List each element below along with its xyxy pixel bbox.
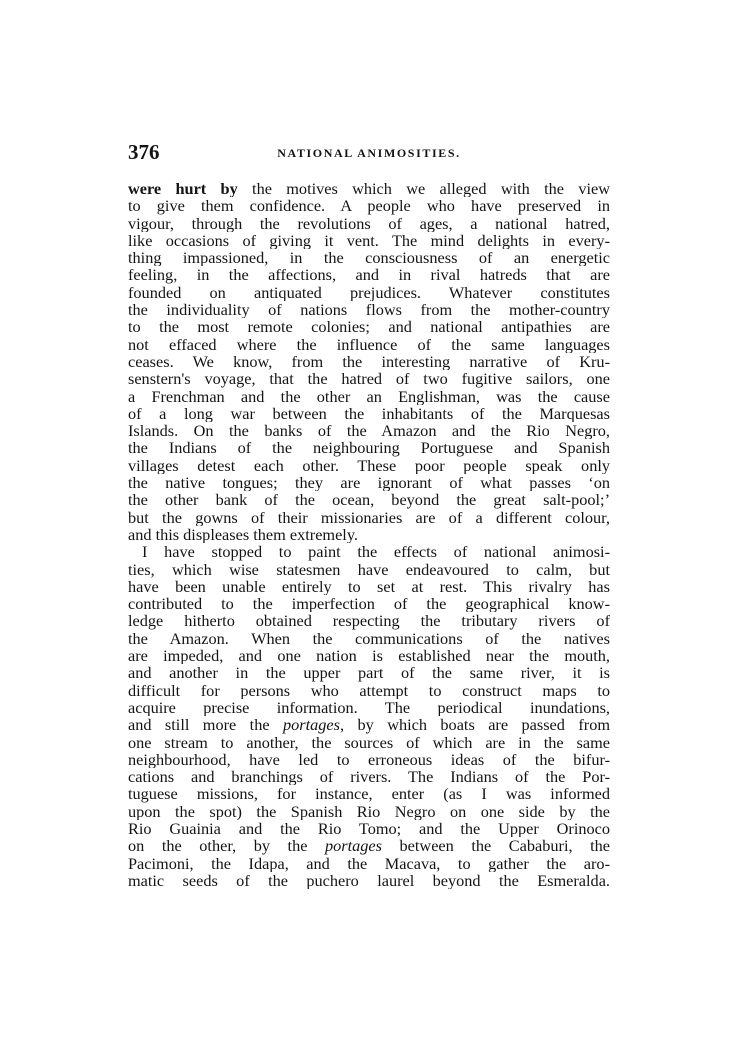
text-line: acquire precise information. The periodical inundations,	[128, 698, 610, 717]
text-line: and this displeases them extremely.	[128, 525, 358, 544]
bold-phrase: were hurt by	[128, 180, 238, 198]
text-line: I have stopped to paint the effects of national animosi-	[142, 543, 610, 561]
text-line: the Indians of the neighbouring Portuguese and Spanish	[128, 439, 610, 457]
italic-term: portages	[283, 716, 340, 734]
text-line: have been unable entirely to set at rest. This rivalry has	[128, 577, 610, 596]
text-line: ledge hitherto obtained respecting the tributary rivers of	[128, 612, 610, 630]
text-line: on the other, by the portages between the Cababuri, the	[128, 837, 610, 855]
text-line: upon the spot) the Spanish Rio Negro on one side by the	[128, 802, 610, 820]
text-line: ceases. We know, from the interesting narrative of Kru-	[128, 352, 610, 371]
page-number: 376	[128, 140, 160, 164]
text-line: ties, which wise statesmen have endeavoured to calm, but	[128, 560, 610, 578]
text-line: feeling, in the affections, and in rival hatreds that are	[128, 266, 610, 284]
text-line: the individuality of nations flows from the mother-country	[128, 301, 610, 319]
text-line: like occasions of giving it vent. The mind delights in every-	[128, 231, 610, 250]
text-line: matic seeds of the puchero laurel beyond the Esmeralda.	[128, 871, 610, 890]
text-line: villages detest each other. These poor people speak only	[128, 456, 610, 475]
text-line: cations and branchings of rivers. The Indians of the Por-	[128, 768, 610, 786]
text-line: senstern's voyage, that the hatred of two fugitive sailors, one	[128, 370, 610, 388]
text-line: vigour, through the revolutions of ages, a national hatred,	[128, 214, 610, 232]
text-line: of a long war between the inhabitants of the Marquesas	[128, 404, 610, 423]
text-line: difficult for persons who attempt to construct maps to	[128, 681, 610, 699]
text-line: contributed to the imperfection of the geographical know-	[128, 595, 610, 613]
text-line: not effaced where the influence of the same languages	[128, 335, 610, 353]
text-line: founded on antiquated prejudices. Whatever constitutes	[128, 283, 610, 302]
text-line: Islands. On the banks of the Amazon and the Rio Negro,	[128, 422, 610, 440]
text-line: neighbourhood, have led to erroneous ideas of the bifur-	[128, 750, 610, 769]
running-title: NATIONAL ANIMOSITIES.	[277, 146, 461, 160]
text-line: the Amazon. When the communications of the natives	[128, 629, 610, 648]
text-line: Rio Guainia and the Rio Tomo; and the Upper Orinoco	[128, 819, 610, 838]
paragraph	[128, 180, 610, 543]
text-line: to give them confidence. A people who have preserved in	[128, 197, 610, 215]
text-line: a Frenchman and the other an Englishman, was the cause	[128, 387, 610, 405]
text-line: are impeded, and one nation is established near the mouth,	[128, 647, 610, 665]
text-line: thing impassioned, in the consciousness of an energetic	[128, 249, 610, 267]
text-line: the native tongues; they are ignorant of what passes ‘on	[128, 474, 610, 492]
text-line: the other bank of the ocean, beyond the great salt-pool;’	[128, 491, 610, 509]
text-line: one stream to another, the sources of which are in the same	[128, 733, 610, 751]
italic-term: portages	[325, 837, 382, 855]
text-line: were hurt by the motives which we alleged with the view	[128, 180, 610, 198]
text-line: and still more the portages, by which boats are passed from	[128, 716, 610, 734]
text-line: Pacimoni, the Idapa, and the Macava, to gather the aro-	[128, 854, 610, 872]
text-line: tuguese missions, for instance, enter (as I was informed	[128, 785, 610, 803]
text-line: but the gowns of their missionaries are of a different colour,	[128, 508, 610, 526]
text-line: to the most remote colonies; and national antipathies are	[128, 318, 610, 336]
text-line: and another in the upper part of the same river, it is	[128, 664, 610, 682]
page-header	[128, 138, 610, 168]
body-text	[128, 180, 610, 889]
paragraph	[128, 543, 610, 889]
